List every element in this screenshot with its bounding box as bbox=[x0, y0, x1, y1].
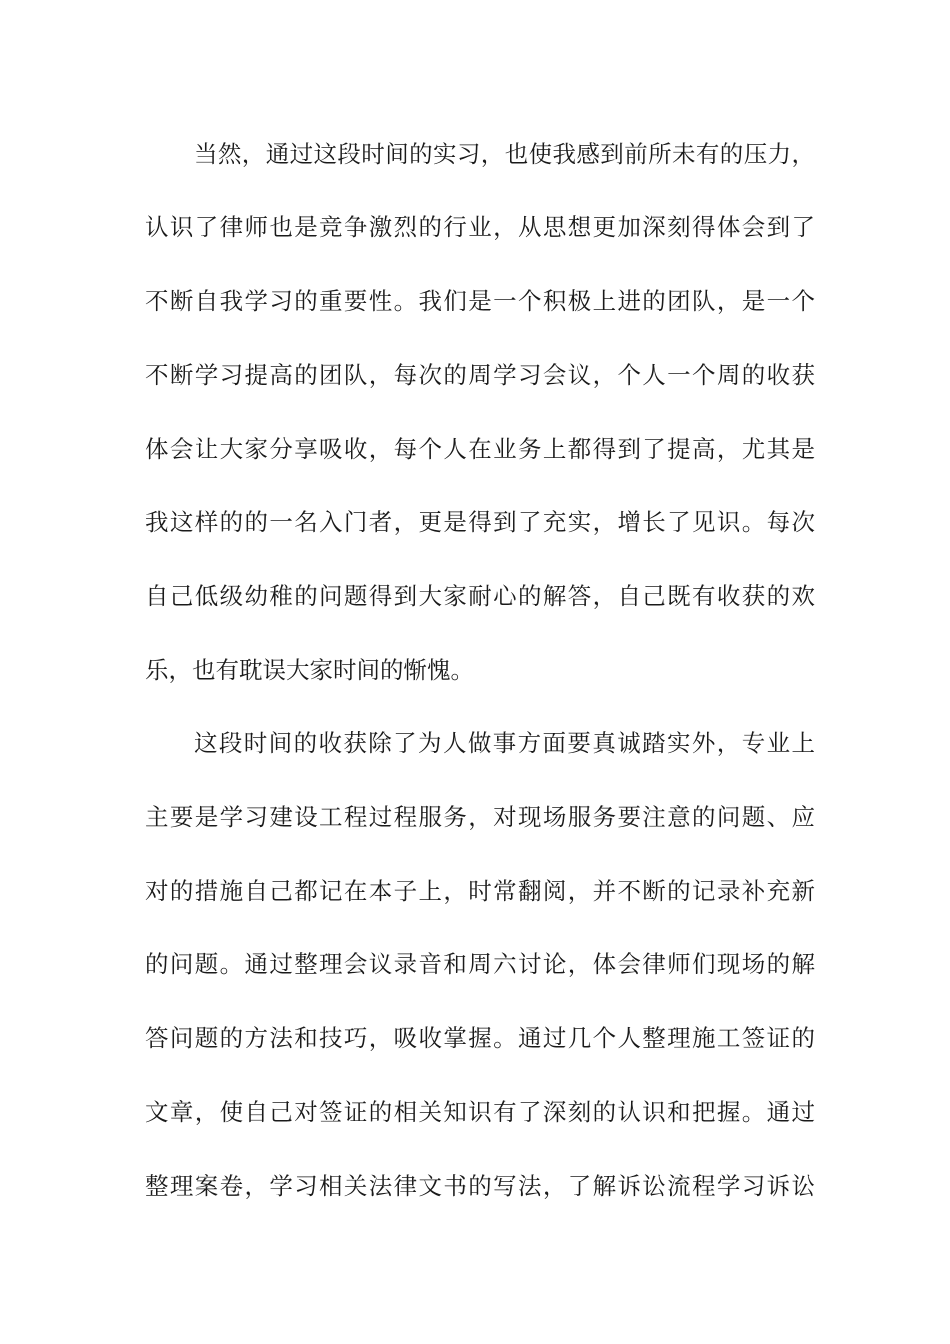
paragraph-line: 乐，也有耽误大家时间的惭愧。 bbox=[145, 656, 474, 684]
paragraph-line: 整理案卷，学习相关法律文书的写法，了解诉讼流程学习诉讼 bbox=[145, 1172, 815, 1200]
paragraph-line: 主要是学习建设工程过程服务，对现场服务要注意的问题、应 bbox=[145, 803, 815, 831]
paragraph-line: 不断自我学习的重要性。我们是一个积极上进的团队，是一个 bbox=[145, 287, 815, 315]
paragraph-line: 对的措施自己都记在本子上，时常翻阅，并不断的记录补充新 bbox=[145, 877, 815, 905]
paragraph-line: 不断学习提高的团队，每次的周学习会议，个人一个周的收获 bbox=[145, 361, 815, 389]
paragraph-line: 文章，使自己对签证的相关知识有了深刻的认识和把握。通过 bbox=[145, 1098, 815, 1126]
paragraph-line: 答问题的方法和技巧，吸收掌握。通过几个人整理施工签证的 bbox=[145, 1024, 815, 1052]
paragraph-line: 认识了律师也是竞争激烈的行业，从思想更加深刻得体会到了 bbox=[145, 213, 815, 241]
paragraph-line: 我这样的的一名入门者，更是得到了充实，增长了见识。每次 bbox=[145, 508, 815, 536]
paragraph-line: 的问题。通过整理会议录音和周六讨论，体会律师们现场的解 bbox=[145, 950, 815, 978]
paragraph-line: 这段时间的收获除了为人做事方面要真诚踏实外，专业上 bbox=[194, 729, 815, 757]
paragraph-line: 体会让大家分享吸收，每个人在业务上都得到了提高，尤其是 bbox=[145, 435, 815, 463]
paragraph-line: 当然，通过这段时间的实习，也使我感到前所未有的压力， bbox=[194, 140, 815, 168]
paragraph-line: 自己低级幼稚的问题得到大家耐心的解答，自己既有收获的欢 bbox=[145, 582, 815, 610]
